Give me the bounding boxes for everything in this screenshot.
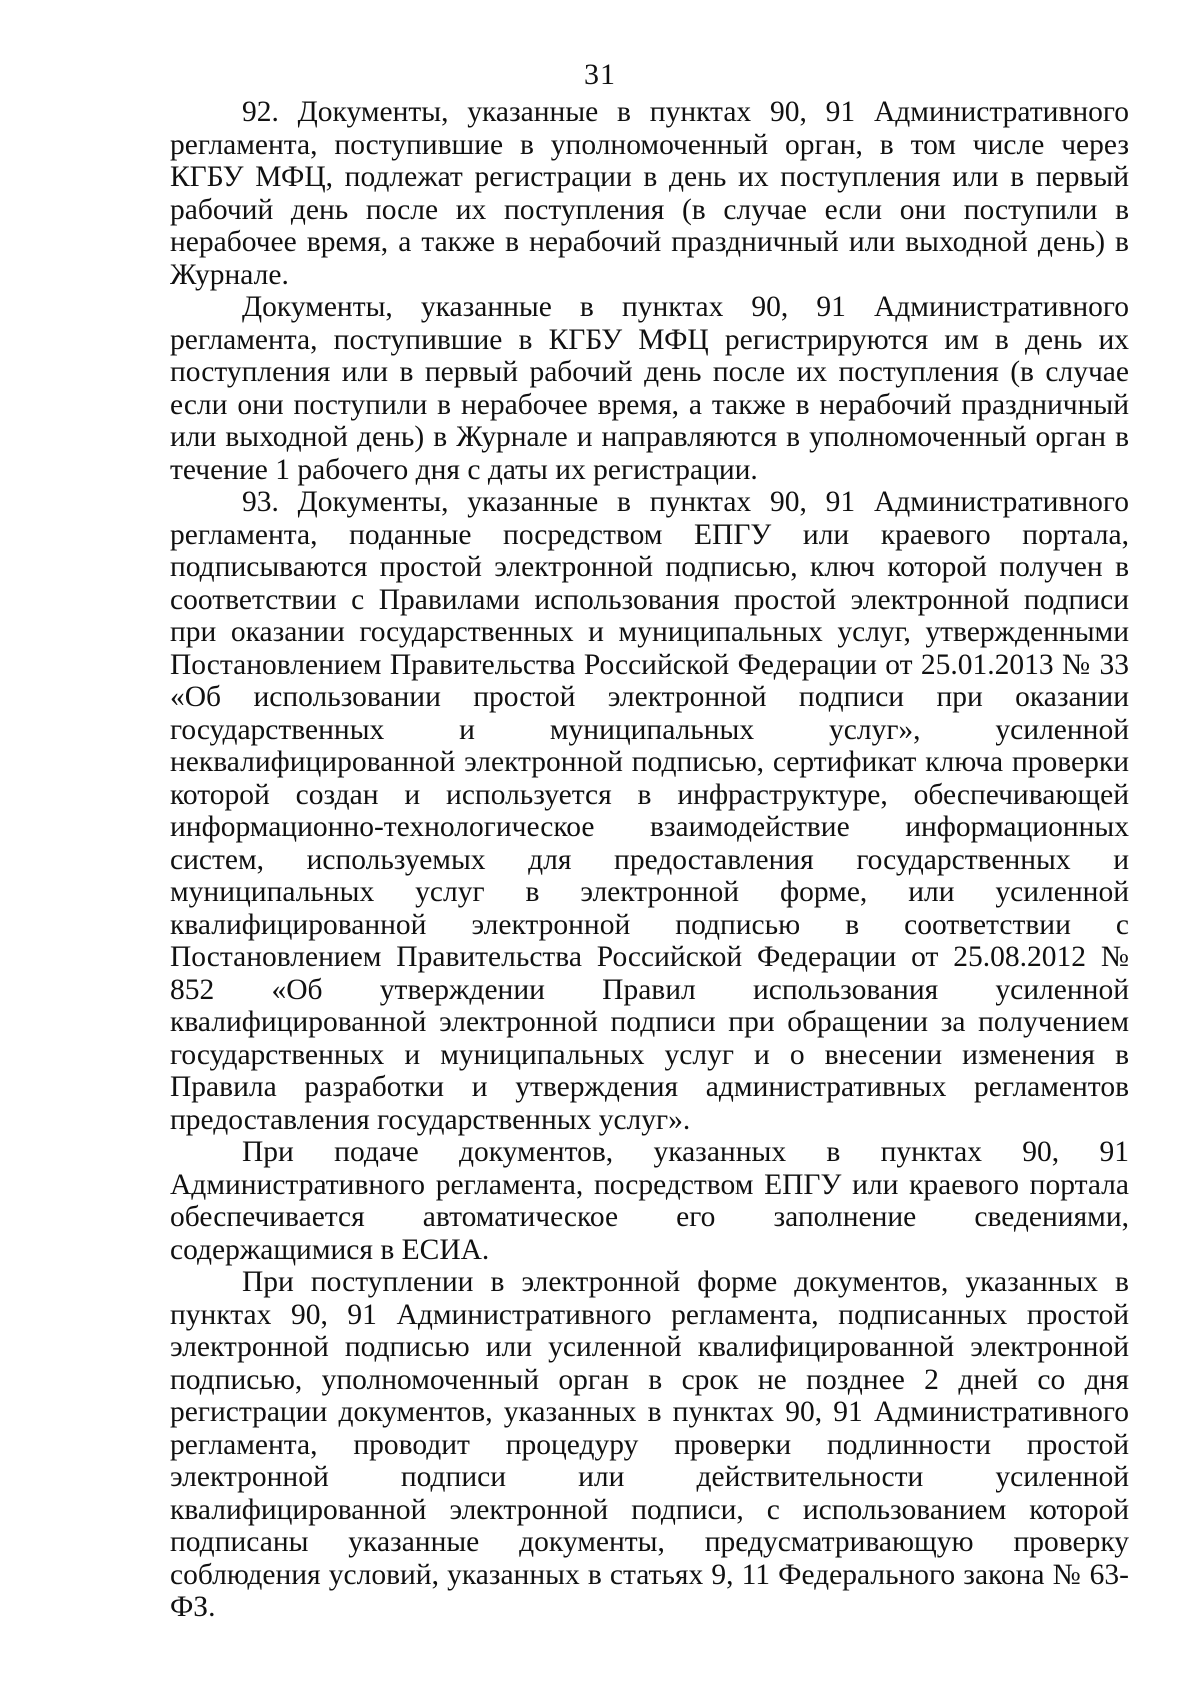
paragraph-93: 93. Документы, указанные в пунктах 90, 91 Административного регламента, поданные посредством ЕПГУ или краевого портала, подписываются простой электронной подписью, ключ которой получен в соответствии с Правилами использования простой электронной подписи при оказании государственных и муниципальных услуг, утвержденными Постановлением Правительства Российской Федерации от 25.01.2013 № 33 «Об использовании простой электронной подписи при оказании государственных и муниципальных услуг», усиленной неквалифицированной электронной подписью, сертификат ключа проверки которой создан и используется в инфраструктуре, обеспечивающей информационно-технологическое взаимодействие информационных систем, используемых для предоставления государственных и муниципальных услуг в электронной форме, или усиленной квалифицированной электронной подписью в соответствии с Постановлением Правительства Российской Федерации от 25.08.2012 № 852 «Об утверждении Правил использования усиленной квалифицированной электронной подписи при обращении за получением государственных и муниципальных услуг и о внесении изменения в Правила разработки и утверждения административных регламентов предоставления государственных услуг». xyxy=(170,486,1129,1136)
paragraph-esia-autofill: При подаче документов, указанных в пунктах 90, 91 Административного регламента, посредством ЕПГУ или краевого портала обеспечивается автоматическое его заполнение сведениями, содержащимися в ЕСИА. xyxy=(170,1136,1129,1266)
paragraph-92: 92. Документы, указанные в пунктах 90, 91 Административного регламента, поступившие в уполномоченный орган, в том числе через КГБУ МФЦ, подлежат регистрации в день их поступления или в первый рабочий день после их поступления (в случае если они поступили в нерабочее время, а также в нерабочий праздничный или выходной день) в Журнале. xyxy=(170,96,1129,291)
paragraph-mfc-registration: Документы, указанные в пунктах 90, 91 Административного регламента, поступившие в КГБУ МФЦ регистрируются им в день их поступления или в первый рабочий день после их поступления (в случае если они поступили в нерабочее время, а также в нерабочий праздничный или выходной день) в Журнале и направляются в уполномоченный орган в течение 1 рабочего дня с даты их регистрации. xyxy=(170,291,1129,486)
document-body xyxy=(170,96,1129,1624)
paragraph-signature-check: При поступлении в электронной форме документов, указанных в пунктах 90, 91 Административного регламента, подписанных простой электронной подписью или усиленной квалифицированной электронной подписью, уполномоченный орган в срок не позднее 2 дней со дня регистрации документов, указанных в пунктах 90, 91 Административного регламента, проводит процедуру проверки подлинности простой электронной подписи или действительности усиленной квалифицированной электронной подписи, с использованием которой подписаны указанные документы, предусматривающую проверку соблюдения условий, указанных в статьях 9, 11 Федерального закона № 63-ФЗ. xyxy=(170,1266,1129,1623)
page-number: 31 xyxy=(584,58,616,91)
